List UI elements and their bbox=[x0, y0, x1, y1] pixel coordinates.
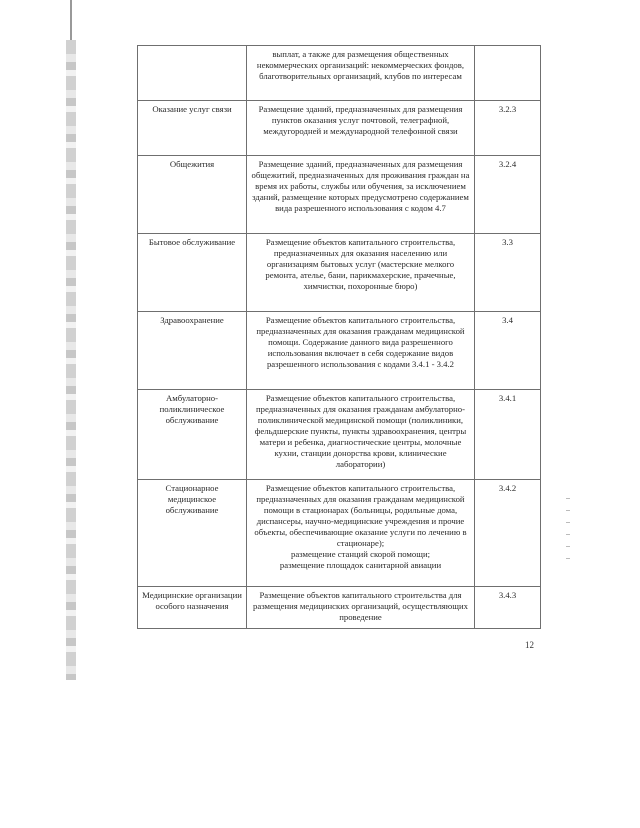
use-description-main: Размещение объектов капитального строительства, предназначенных для оказания гражданам медицинской помощи в стационарах (больницы, родильные дома, диспансеры, научно-медицинские учреждения и прочие объекты, обеспечивающие оказание услуги по лечению в стационаре); bbox=[254, 483, 467, 548]
use-code: 3.2.3 bbox=[475, 101, 541, 156]
use-description: Размещение объектов капитального строительства, предназначенных для оказания гражданам амбулаторно-поликлинической медицинской помощи (поликлиники, фельдшерские пункты, пункты здравоохранения, центры матери и ребенка, диагностические центры, молочные кухни, станции донорства крови, клинические лаборатории) bbox=[247, 390, 475, 480]
use-description: Размещение объектов капитального строительства, предназначенных для оказания населению или организациям бытовых услуг (мастерские мелкого ремонта, ателье, бани, парикмахерские, прачечные, химчистки, похоронные бюро) bbox=[247, 234, 475, 312]
use-name: Общежития bbox=[138, 156, 247, 234]
use-description: Размещение объектов капитального строительства для размещения медицинских организаций, осуществляющих проведение bbox=[247, 587, 475, 629]
table-row bbox=[138, 46, 541, 101]
use-code: 3.4.3 bbox=[475, 587, 541, 629]
page-number: 12 bbox=[525, 640, 534, 650]
table-row bbox=[138, 156, 541, 234]
use-description: Размещение зданий, предназначенных для размещения общежитий, предназначенных для проживания граждан на время их работы, службы или обучения, за исключением зданий, размещение которых предусмотрено содержанием вида разрешенного использования с кодом 4.7 bbox=[247, 156, 475, 234]
use-description-line: размещение станций скорой помощи; bbox=[290, 549, 431, 559]
table-row bbox=[138, 234, 541, 312]
use-description: выплат, а также для размещения общественных некоммерческих организаций: некоммерческих фондов, благотворительных организаций, клубов по интересам bbox=[247, 46, 475, 101]
table-row bbox=[138, 312, 541, 390]
land-use-table bbox=[137, 45, 541, 629]
use-code: 3.4 bbox=[475, 312, 541, 390]
use-description: Размещение объектов капитального строительства, предназначенных для оказания гражданам медицинской помощи. Содержание данного вида разрешенного использования включает в себя содержание видов разрешенного использования с кодами 3.4.1 - 3.4.2 bbox=[247, 312, 475, 390]
table-row bbox=[138, 390, 541, 480]
use-name: Амбулаторно-поликлиническое обслуживание bbox=[138, 390, 247, 480]
use-code bbox=[475, 46, 541, 101]
table-row bbox=[138, 480, 541, 587]
use-name: Медицинские организации особого назначения bbox=[138, 587, 247, 629]
use-code: 3.3 bbox=[475, 234, 541, 312]
use-name: Бытовое обслуживание bbox=[138, 234, 247, 312]
use-code: 3.4.1 bbox=[475, 390, 541, 480]
use-description bbox=[247, 480, 475, 587]
use-name: Стационарное медицинское обслуживание bbox=[138, 480, 247, 587]
scan-binding-edge bbox=[66, 40, 76, 680]
use-name: Оказание услуг связи bbox=[138, 101, 247, 156]
table-row bbox=[138, 101, 541, 156]
scan-margin-mark bbox=[70, 0, 72, 40]
use-code: 3.4.2 bbox=[475, 480, 541, 587]
use-name: Здравоохранение bbox=[138, 312, 247, 390]
scan-dots bbox=[566, 498, 570, 568]
table-row bbox=[138, 587, 541, 629]
use-name bbox=[138, 46, 247, 101]
use-description-line: размещение площадок санитарной авиации bbox=[279, 560, 442, 570]
use-description: Размещение зданий, предназначенных для размещения пунктов оказания услуг почтовой, телеграфной, междугородней и международной телефонной связи bbox=[247, 101, 475, 156]
use-code: 3.2.4 bbox=[475, 156, 541, 234]
